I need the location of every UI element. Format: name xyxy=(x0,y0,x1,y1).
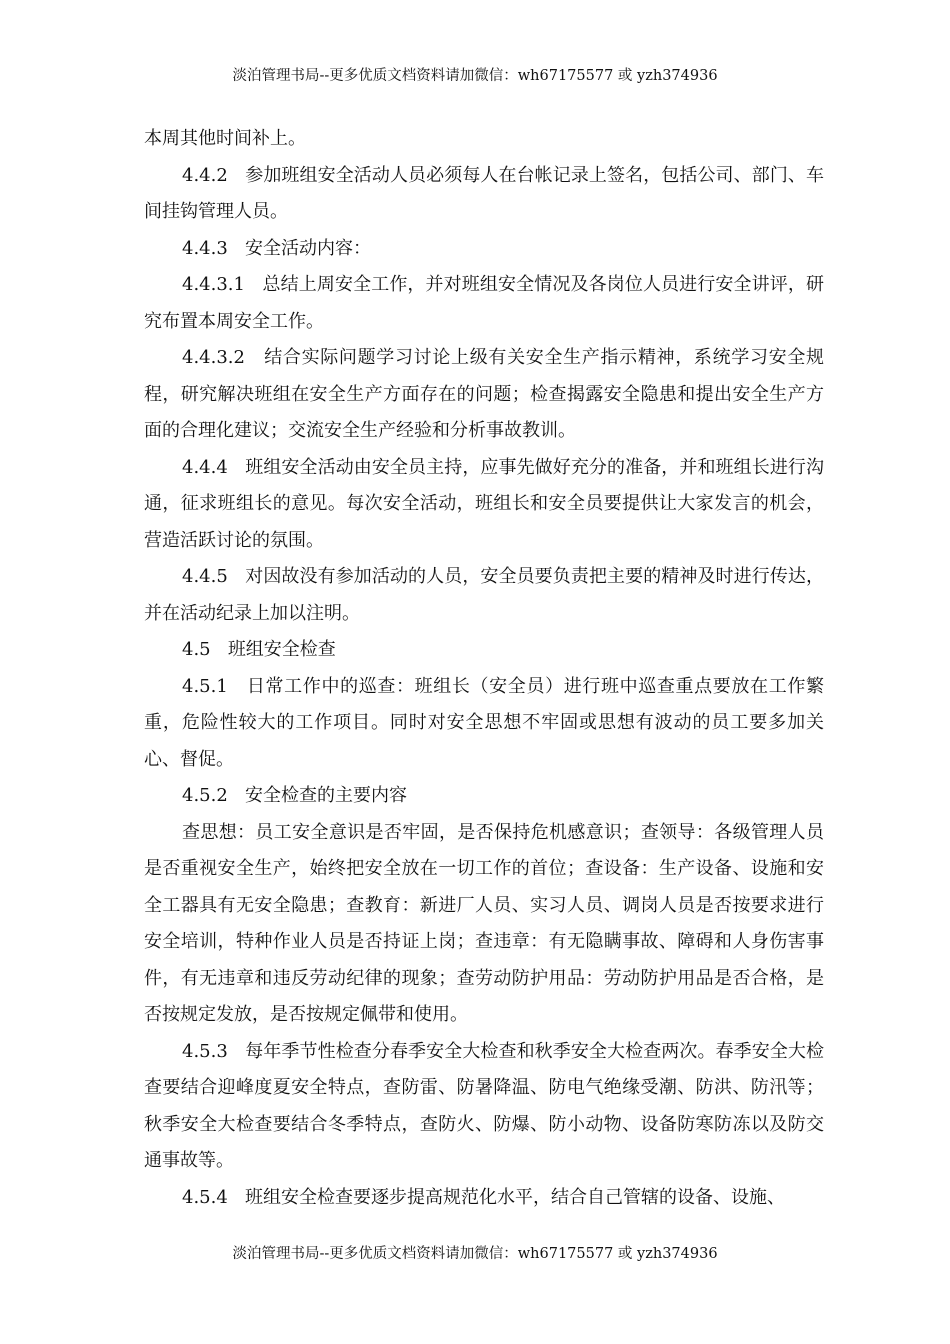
clause-text: 日常工作中的巡查：班组长（安全员）进行班中巡查重点要放在工作繁重，危险性较大的工作项目。同时对安全思想不牢固或思想有波动的员工要多加关心、督促。 xyxy=(144,675,824,770)
clause-text: 安全检查的主要内容 xyxy=(244,785,407,806)
section-title: 班组安全检查 xyxy=(227,639,336,660)
clause-number: 4.5.2 xyxy=(182,785,228,806)
clause-number: 4.4.5 xyxy=(182,566,228,587)
paragraph-continuation xyxy=(144,121,824,158)
clause-number: 4.4.4 xyxy=(182,456,228,478)
clause-4-4-2 xyxy=(144,158,824,231)
clause-4-5-4 xyxy=(144,1180,824,1217)
clause-4-5-2 xyxy=(144,778,824,815)
clause-text: 总结上周安全工作，并对班组安全情况及各岗位人员进行安全讲评，研究布置本周安全工作。 xyxy=(144,274,824,332)
page-footer: 淡泊管理书局--更多优质文档资料请加微信：wh67175577 或 yzh374936 xyxy=(232,1246,718,1262)
clause-number: 4.5.4 xyxy=(182,1186,228,1208)
clause-number: 4.4.3.2 xyxy=(182,347,245,368)
clause-4-4-4 xyxy=(144,450,824,560)
paragraph-text: 本周其他时间补上。 xyxy=(144,128,306,149)
paragraph-text: 查思想：员工安全意识是否牢固，是否保持危机感意识；查领导：各级管理人员是否重视安全生产，始终把安全放在一切工作的首位；查设备：生产设备、设施和安全工器具有无安全隐患；查教育：新进厂人员、实习人员、调岗人员是否按要求进行安全培训，特种作业人员是否持证上岗；查违章：有无隐瞒事故、障碍和人身伤害事件，有无违章和违反劳动纪律的现象；查劳动防护用品：劳动防护用品是否合格，是否按规定发放，是否按规定佩带和使用。 xyxy=(144,821,824,1025)
clause-4-4-3-2 xyxy=(144,340,824,450)
clause-number: 4.5.1 xyxy=(182,675,228,697)
clause-text: 参加班组安全活动人员必须每人在台帐记录上签名，包括公司、部门、车间挂钩管理人员。 xyxy=(144,164,824,222)
clause-4-4-3-1 xyxy=(144,267,824,340)
clause-number: 4.5.3 xyxy=(182,1040,228,1062)
section-number: 4.5 xyxy=(182,639,211,660)
clause-4-4-5 xyxy=(144,559,824,632)
clause-4-4-3 xyxy=(144,231,824,268)
clause-4-5-1 xyxy=(144,669,824,779)
page-header: 淡泊管理书局--更多优质文档资料请加微信：wh67175577 或 yzh374936 xyxy=(232,68,718,84)
clause-text: 结合实际问题学习讨论上级有关安全生产指示精神，系统学习安全规程，研究解决班组在安全生产方面存在的问题；检查揭露安全隐患和提出安全生产方面的合理化建议；交流安全生产经验和分析事故教训。 xyxy=(144,347,824,441)
inspection-content-paragraph xyxy=(144,815,824,1034)
clause-text: 每年季节性检查分春季安全大检查和秋季安全大检查两次。春季安全大检查要结合迎峰度夏安全特点，查防雷、防暑降温、防电气绝缘受潮、防洪、防汛等；秋季安全大检查要结合冬季特点，查防火、防爆、防小动物、设备防寒防冻以及防交通事故等。 xyxy=(144,1040,824,1171)
clause-text: 对因故没有参加活动的人员，安全员要负责把主要的精神及时进行传达，并在活动纪录上加以注明。 xyxy=(144,566,824,624)
document-body xyxy=(144,121,824,1216)
clause-number: 4.4.3 xyxy=(182,237,228,259)
clause-number: 4.4.3.1 xyxy=(182,274,245,295)
clause-number: 4.4.2 xyxy=(182,164,228,186)
clause-4-5-3 xyxy=(144,1034,824,1180)
clause-text: 安全活动内容： xyxy=(244,237,371,259)
clause-text: 班组安全活动由安全员主持，应事先做好充分的准备，并和班组长进行沟通，征求班组长的意见。每次安全活动，班组长和安全员要提供让大家发言的机会，营造活跃讨论的氛围。 xyxy=(144,456,824,551)
clause-text: 班组安全检查要逐步提高规范化水平，结合自己管辖的设备、设施、 xyxy=(244,1186,785,1208)
section-4-5-heading xyxy=(144,632,824,669)
